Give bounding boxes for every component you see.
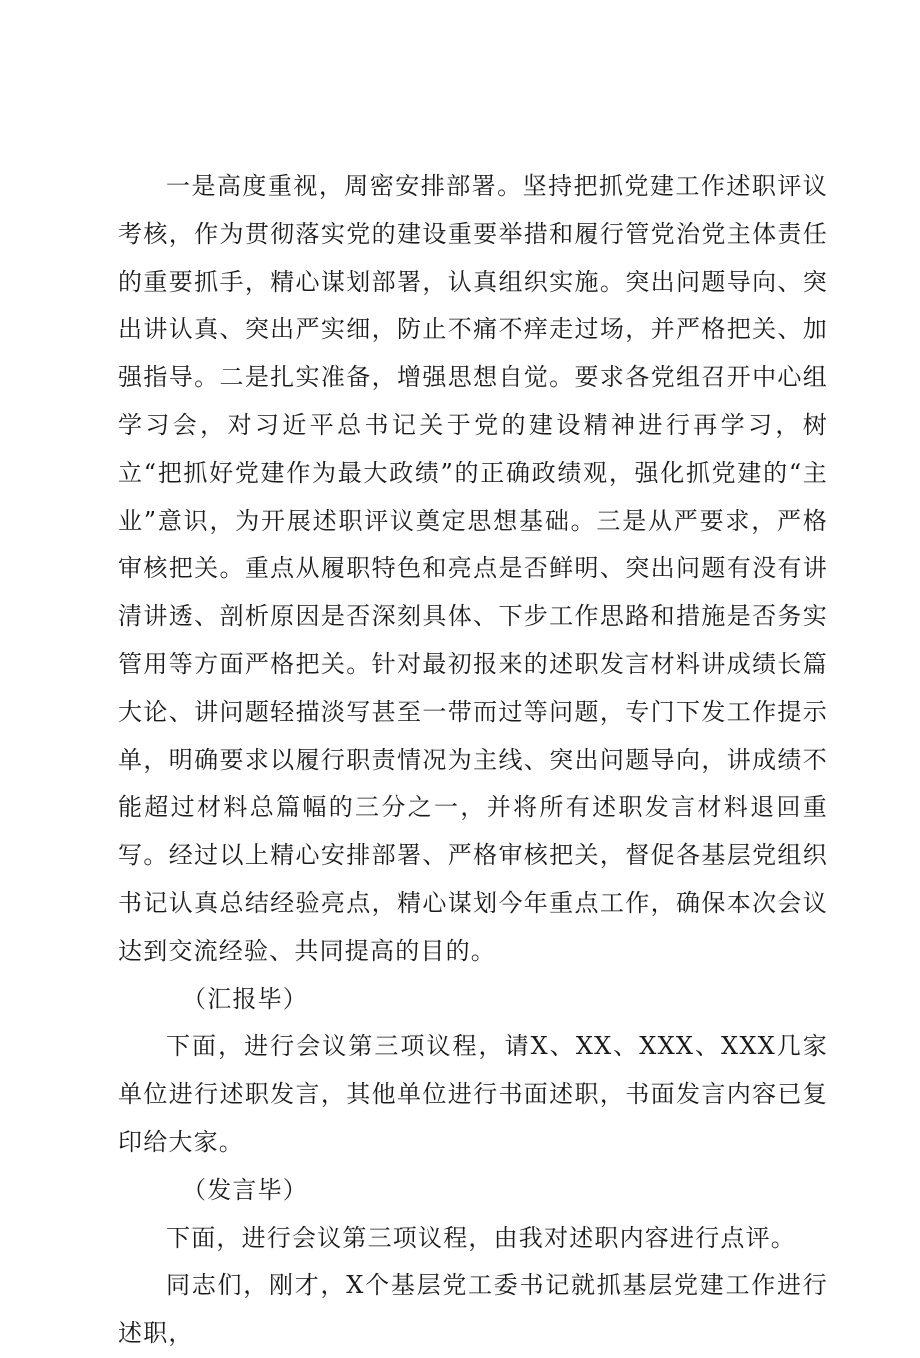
- paragraph-comrades-opening: 同志们，刚才，X个基层党工委书记就抓基层党建工作进行述职，: [118, 1271, 828, 1348]
- document-body: [118, 163, 828, 1358]
- paragraph-agenda-speeches: 下面，进行会议第三项议程，请X、XX、XXX、XXX几家单位进行述职发言，其他单位进行书面述职，书面发言内容已复印给大家。: [118, 1032, 828, 1156]
- paragraph-agenda-review: 下面，进行会议第三项议程，由我对述职内容进行点评。: [166, 1223, 796, 1252]
- note-speech-end: （发言毕）: [182, 1175, 308, 1204]
- note-report-end: （汇报毕）: [182, 984, 308, 1013]
- paragraph-work-measures: 一是高度重视，周密安排部署。坚持把抓党建工作述职评议考核，作为贯彻落实党的建设重要举措和履行管党治党主体责任的重要抓手，精心谋划部署，认真组织实施。突出问题导向、突出讲认真、突出严实细，防止不痛不痒走过场，并严格把关、加强指导。二是扎实准备，增强思想自觉。要求各党组召开中心组学习会，对习近平总书记关于党的建设精神进行再学习，树立“把抓好党建作为最大政绩”的正确政绩观，强化抓党建的“主业”意识，为开展述职评议奠定思想基础。三是从严要求，严格审核把关。重点从履职特色和亮点是否鲜明、突出问题有没有讲清讲透、剖析原因是否深刻具体、下步工作思路和措施是否务实管用等方面严格把关。针对最初报来的述职发言材料讲成绩长篇大论、讲问题轻描淡写甚至一带而过等问题，专门下发工作提示单，明确要求以履行职责情况为主线、突出问题导向，讲成绩不能超过材料总篇幅的三分之一，并将所有述职发言材料退回重写。经过以上精心安排部署、严格审核把关，督促各基层党组织书记认真总结经验亮点，精心谋划今年重点工作，确保本次会议达到交流经验、共同提高的目的。: [118, 172, 828, 965]
